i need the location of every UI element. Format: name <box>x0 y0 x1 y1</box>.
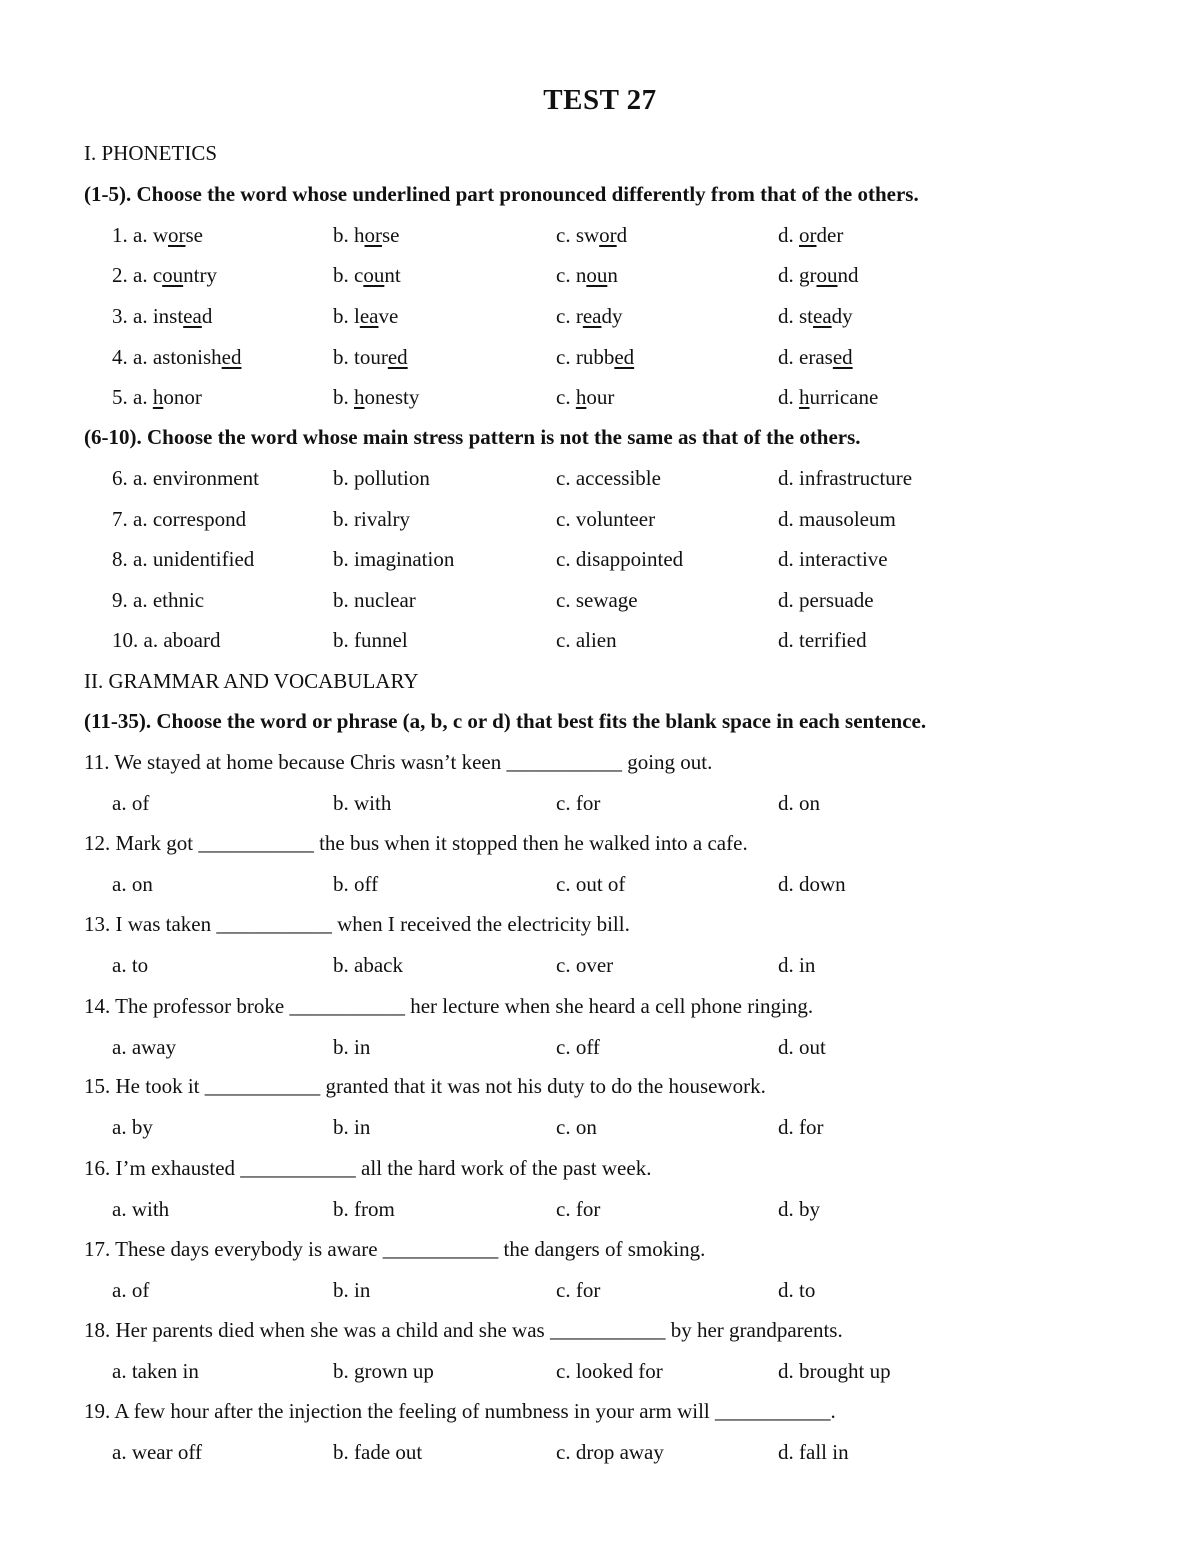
option-4-a <box>112 344 241 370</box>
option-19-c: c. drop away <box>556 1440 664 1464</box>
option-18-b: b. grown up <box>333 1359 434 1383</box>
option-text: ve <box>378 304 399 328</box>
option-11-c: c. for <box>556 791 601 815</box>
question-18: 18. Her parents died when she was a child and she was ___________ by her grandparents. <box>84 1318 843 1342</box>
option-text: dy <box>601 304 623 328</box>
option-16-d: d. by <box>778 1197 820 1221</box>
underlined-part: ed <box>832 345 853 369</box>
instruction-11-35: (11-35). Choose the word or phrase (a, b, c or d) that best fits the blank space in each sentence. <box>84 709 927 733</box>
question-13: 13. I was taken ___________ when I received the electricity bill. <box>84 912 630 936</box>
option-19-d: d. fall in <box>778 1440 849 1464</box>
option-13-b: b. aback <box>333 953 403 977</box>
option-8-a: 8. a. unidentified <box>112 547 255 571</box>
option-text: der <box>816 223 844 247</box>
option-text: d. st <box>778 304 814 328</box>
option-11-b: b. with <box>333 791 392 815</box>
underlined-part: or <box>168 223 186 247</box>
option-19-b: b. fade out <box>333 1440 423 1464</box>
option-15-c: c. on <box>556 1115 597 1139</box>
underlined-part: ou <box>816 263 838 287</box>
option-16-c: c. for <box>556 1197 601 1221</box>
option-12-a: a. on <box>112 872 153 896</box>
option-text: se <box>185 223 203 247</box>
instruction-6-10: (6-10). Choose the word whose main stress pattern is not the same as that of the others. <box>84 425 861 449</box>
section-heading-grammar: II. GRAMMAR AND VOCABULARY <box>84 669 419 693</box>
option-12-b: b. off <box>333 872 379 896</box>
option-1-a <box>112 222 203 248</box>
option-9-c: c. sewage <box>556 588 638 612</box>
option-2-a <box>112 262 217 288</box>
option-text: c. n <box>556 263 587 287</box>
option-text: nt <box>384 263 401 287</box>
option-6-b: b. pollution <box>333 466 430 490</box>
underlined-part: ea <box>582 304 602 328</box>
option-text: b. tour <box>333 345 388 369</box>
option-15-d: d. for <box>778 1115 824 1139</box>
option-text: se <box>382 223 400 247</box>
option-11-a: a. of <box>112 791 150 815</box>
option-3-a <box>112 303 212 329</box>
option-18-c: c. looked for <box>556 1359 663 1383</box>
option-1-c <box>556 222 627 248</box>
underlined-part: ed <box>221 345 242 369</box>
option-7-d: d. mausoleum <box>778 507 896 531</box>
option-text: d. <box>778 385 799 409</box>
question-12: 12. Mark got ___________ the bus when it stopped then he walked into a cafe. <box>84 831 748 855</box>
option-text: b. h <box>333 223 365 247</box>
option-text: dy <box>831 304 853 328</box>
question-15: 15. He took it ___________ granted that it was not his duty to do the housework. <box>84 1074 766 1098</box>
option-4-b <box>333 344 408 370</box>
option-2-d <box>778 262 859 288</box>
underlined-part: ea <box>813 304 832 328</box>
option-text: n <box>607 263 618 287</box>
option-13-a: a. to <box>112 953 149 977</box>
option-17-a: a. of <box>112 1278 150 1302</box>
option-text: 5. a. <box>112 385 153 409</box>
option-8-b: b. imagination <box>333 547 455 571</box>
option-11-d: d. on <box>778 791 820 815</box>
option-9-a: 9. a. ethnic <box>112 588 205 612</box>
option-19-a: a. wear off <box>112 1440 202 1464</box>
option-text: c. rubb <box>556 345 615 369</box>
option-text: 2. a. c <box>112 263 163 287</box>
option-12-c: c. out of <box>556 872 626 896</box>
option-text: onesty <box>364 385 420 409</box>
option-text: our <box>586 385 615 409</box>
underlined-part: ed <box>614 345 635 369</box>
option-10-d: d. terrified <box>778 628 867 652</box>
option-5-c <box>556 384 614 410</box>
option-3-d <box>778 303 853 329</box>
option-3-b <box>333 303 398 329</box>
option-text: onor <box>163 385 202 409</box>
option-14-d: d. out <box>778 1035 826 1059</box>
option-2-b <box>333 262 401 288</box>
underlined-part: ou <box>586 263 608 287</box>
option-text: nd <box>837 263 859 287</box>
option-13-d: d. in <box>778 953 816 977</box>
option-10-b: b. funnel <box>333 628 408 652</box>
option-5-b <box>333 384 419 410</box>
option-text: 3. a. inst <box>112 304 184 328</box>
option-16-a: a. with <box>112 1197 170 1221</box>
underlined-part: ea <box>359 304 379 328</box>
option-18-a: a. taken in <box>112 1359 199 1383</box>
option-10-c: c. alien <box>556 628 617 652</box>
option-3-c <box>556 303 622 329</box>
option-text: d. <box>778 223 799 247</box>
option-text: b. l <box>333 304 360 328</box>
option-text: d. eras <box>778 345 833 369</box>
option-14-a: a. away <box>112 1035 177 1059</box>
option-text: 4. a. astonish <box>112 345 222 369</box>
option-15-a: a. by <box>112 1115 153 1139</box>
option-6-d: d. infrastructure <box>778 466 913 490</box>
option-5-a <box>112 384 202 410</box>
option-5-d <box>778 384 878 410</box>
option-6-c: c. accessible <box>556 466 661 490</box>
option-1-d <box>778 222 843 248</box>
option-8-c: c. disappointed <box>556 547 684 571</box>
option-6-a: 6. a. environment <box>112 466 259 490</box>
option-7-b: b. rivalry <box>333 507 410 531</box>
option-17-b: b. in <box>333 1278 371 1302</box>
option-14-b: b. in <box>333 1035 371 1059</box>
question-16: 16. I’m exhausted ___________ all the hard work of the past week. <box>84 1156 652 1180</box>
question-19: 19. A few hour after the injection the feeling of numbness in your arm will ___________. <box>84 1399 836 1423</box>
option-17-d: d. to <box>778 1278 816 1302</box>
option-1-b <box>333 222 400 248</box>
option-14-c: c. off <box>556 1035 600 1059</box>
underlined-part: h <box>354 385 365 409</box>
option-4-c <box>556 344 634 370</box>
option-8-d: d. interactive <box>778 547 888 571</box>
underlined-part: h <box>799 385 810 409</box>
option-10-a: 10. a. aboard <box>112 628 221 652</box>
instruction-1-5: (1-5). Choose the word whose underlined part pronounced differently from that of the others. <box>84 182 919 206</box>
option-text: urricane <box>809 385 879 409</box>
underlined-part: ed <box>387 345 408 369</box>
underlined-part: h <box>575 385 587 409</box>
option-9-b: b. nuclear <box>333 588 416 612</box>
option-16-b: b. from <box>333 1197 395 1221</box>
option-18-d: d. brought up <box>778 1359 891 1383</box>
underlined-part: or <box>599 223 617 247</box>
option-text: 1. a. w <box>112 223 168 247</box>
option-4-d <box>778 344 853 370</box>
option-9-d: d. persuade <box>778 588 874 612</box>
question-14: 14. The professor broke ___________ her lecture when she heard a cell phone ringing. <box>84 994 814 1018</box>
page-title: TEST 27 <box>543 84 657 116</box>
option-7-a: 7. a. correspond <box>112 507 247 531</box>
option-7-c: c. volunteer <box>556 507 656 531</box>
option-text: b. <box>333 385 354 409</box>
option-text: d. gr <box>778 263 817 287</box>
option-text: c. sw <box>556 223 600 247</box>
option-2-c <box>556 262 618 288</box>
option-text: d <box>616 223 628 247</box>
underlined-part: ou <box>363 263 385 287</box>
option-13-c: c. over <box>556 953 614 977</box>
option-12-d: d. down <box>778 872 846 896</box>
option-text: c. <box>556 385 576 409</box>
option-text: c. r <box>556 304 583 328</box>
underlined-part: h <box>152 385 164 409</box>
option-17-c: c. for <box>556 1278 601 1302</box>
option-text: ntry <box>183 263 217 287</box>
underlined-part: or <box>364 223 382 247</box>
section-heading-phonetics: I. PHONETICS <box>84 141 218 165</box>
option-text: b. c <box>333 263 364 287</box>
option-15-b: b. in <box>333 1115 371 1139</box>
question-11: 11. We stayed at home because Chris wasn’t keen ___________ going out. <box>84 750 713 774</box>
question-17: 17. These days everybody is aware ___________ the dangers of smoking. <box>84 1237 706 1261</box>
underlined-part: ou <box>162 263 184 287</box>
underlined-part: or <box>799 223 817 247</box>
option-text: d <box>201 304 213 328</box>
underlined-part: ea <box>183 304 202 328</box>
